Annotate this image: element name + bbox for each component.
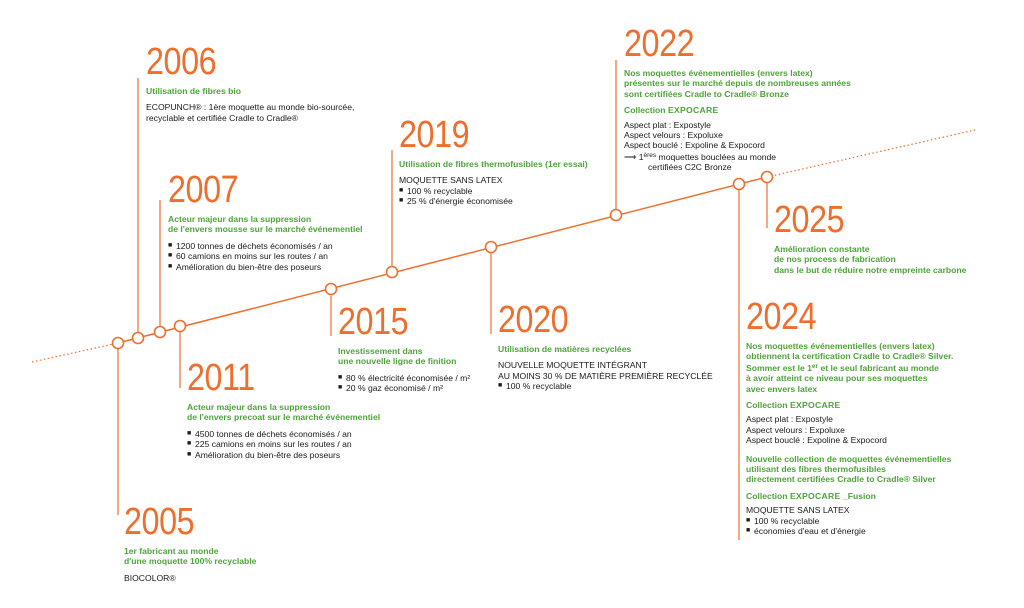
bullet-item: ■ Amélioration du bien-être des poseurs [168,262,408,272]
node-2005 [113,338,124,349]
aspect-line: Aspect bouclé : Expoline & Expocord [746,435,887,446]
headline: Utilisation de fibres thermofusibles (1er essai) [399,159,588,169]
headline-line: d'une moquette 100% recyclable [124,556,257,567]
entry-2020 [498,300,758,392]
headline-line: de nos process de fabrication [774,254,896,265]
bullet-item: ■ 1200 tonnes de déchets économisés / an [168,241,408,251]
aspect-line: Aspect velours : Expoluxe [624,130,723,141]
entry-2007 [168,170,408,272]
note-superscript: ères [643,151,657,159]
aspect-line: Aspect bouclé : Expoline & Expocord [624,140,765,151]
entry-2022 [624,24,884,173]
headline-line: sont certifiées Cradle to Cradle® Bronze [624,88,789,99]
headline-line: directement certifiées Cradle to Cradle® Silver [746,474,936,485]
expocare-brand: EXPOCARE [667,105,719,116]
bullet-item: ■ 60 camions en moins sur les routes / an [168,251,408,261]
year-label: 2007 [168,169,239,211]
collection-title [746,491,1006,501]
arrow-icon: ⟶ [624,151,637,162]
headline-line: Acteur majeur dans la suppression [187,402,331,412]
headline-line [746,362,1006,373]
product-name: BIOCOLOR® [124,572,176,583]
description-line: recyclable et certifiée Cradle to Cradle® [146,112,299,123]
year-label: 2006 [146,41,217,83]
node-2025 [762,172,773,183]
node-2020 [486,242,497,253]
headline-line: de l'envers precoat sur le marché événementiel [187,412,381,423]
entry-2019 [399,115,639,207]
headline-line: Acteur majeur dans la suppression [168,214,312,224]
headline-line: de l'envers mousse sur le marché événementiel [168,224,363,235]
year-label: 2022 [624,23,695,65]
collection-label: Collection [746,490,788,501]
note-prefix: 1 [638,151,644,162]
entry-2025 [774,200,1014,275]
aspect-line: Aspect plat : Expostyle [746,414,833,425]
headline-line: une nouvelle ligne de finition [338,356,457,367]
bullet-item: ■ 4500 tonnes de déchets économisés / an [187,429,427,439]
collection-label: Collection [624,105,666,116]
bullet-item: ■ 100 % recyclable [498,381,758,391]
headline-line: présentes sur le marché depuis de nombreuses années [624,78,851,89]
note-line-2: certifiées C2C Bronze [648,162,732,173]
bullet-item: ■ 225 camions en moins sur les routes / an [187,439,427,449]
collection-title [746,400,1006,410]
year-label: 2024 [746,296,817,338]
headline-line: avec envers latex [746,383,818,394]
year-label: 2011 [187,357,255,399]
product-label: MOQUETTE SANS LATEX [746,505,850,516]
year-label: 2025 [774,199,845,241]
headline-line: dans le but de réduire notre empreinte carbone [774,264,967,275]
headline-line: obtiennent la certification Cradle to Cradle® Silver. [746,351,954,362]
node-2022 [611,210,622,221]
headline-line: Amélioration constante [774,244,870,254]
node-2015 [326,284,337,295]
collection-label: Collection [746,400,788,411]
product-label: MOQUETTE SANS LATEX [399,175,503,186]
bullet-item: ■ 100 % recyclable [399,186,639,196]
headline-line: utilisant des fibres thermofusibles [746,464,886,475]
headline-line: à avoir atteint ce niveau pour ses moquettes [746,373,928,384]
headline-text: Sommer est le 1 [746,362,812,373]
expocare-brand: EXPOCARE [789,490,841,501]
description-line: ECOPUNCH® : 1ère moquette au monde bio-sourcée, [146,102,355,113]
year-label: 2019 [399,114,470,156]
year-label: 2015 [338,301,409,343]
collection-title [624,105,884,115]
bullet-item: ■ économies d'eau et d'énergie [746,526,1006,536]
aspect-line: Aspect plat : Expostyle [624,119,711,130]
product-label: AU MOINS 30 % DE MATIÈRE PREMIÈRE RECYCLÉE [498,370,713,381]
headline-line: Nouvelle collection de moquettes événementielles [746,453,952,464]
node-2011 [175,321,186,332]
note-line [624,151,884,162]
collection-suffix: _Fusion [842,490,876,501]
bullet-item: ■ 20 % gaz économisé / m² [338,383,538,393]
bullet-item: ■ 80 % électricité économisée / m² [338,373,538,383]
node-2007 [155,327,166,338]
year-label: 2020 [498,299,569,341]
headline: Utilisation de fibres bio [146,86,242,96]
headline: Utilisation de matières recyclées [498,344,632,354]
node-2024 [734,179,745,190]
entry-2006 [146,42,386,123]
note-text: moquettes bouclées au monde [656,151,777,162]
bullet-item: ■ 100 % recyclable [746,516,1006,526]
entry-2005 [124,502,324,583]
year-label: 2005 [124,501,195,543]
headline-text: et le seul fabricant au monde [818,362,939,373]
node-2006 [133,333,144,344]
headline-superscript: er [811,362,819,370]
bullet-item: ■ 25 % d'énergie économisée [399,196,639,206]
expocare-brand: EXPOCARE [789,400,841,411]
bullet-item: ■ Amélioration du bien-être des poseurs [187,450,427,460]
aspect-line: Aspect velours : Expoluxe [746,424,845,435]
timeline-dotted-start [32,343,118,362]
headline-line: 1er fabricant au monde [124,546,219,556]
headline-line: Nos moquettes événementielles (envers latex) [746,341,935,351]
product-label: NOUVELLE MOQUETTE INTÉGRANT [498,360,647,371]
entry-2024 [746,297,1006,537]
headline-line: Investissement dans [338,346,423,356]
headline-line: Nos moquettes événementielles (envers latex) [624,68,813,78]
